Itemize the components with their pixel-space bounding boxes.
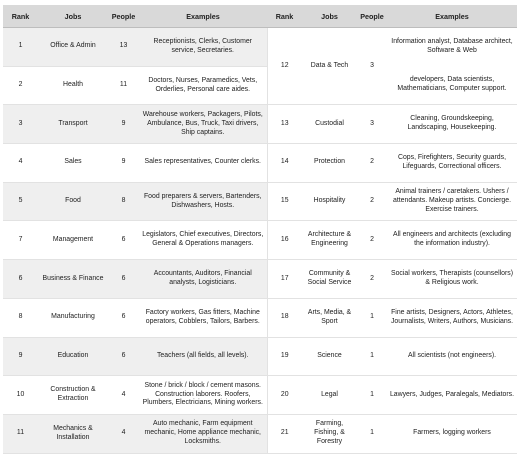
rank-cell: 7 [3, 221, 38, 260]
examples-cell: Receptionists, Clerks, Customer service, Secretaries. [139, 28, 267, 67]
table-row [3, 376, 517, 415]
examples-cell: Auto mechanic, Farm equipment mechanic, Home appliance mechanic, Locksmiths. [139, 414, 267, 453]
examples-cell-right: Cops, Firefighters, Security guards, Lifeguards, Correctional officers. [387, 144, 517, 183]
rank-cell: 11 [3, 414, 38, 453]
jobs-cell-right: Legal [302, 376, 357, 415]
jobs-cell-right: Custodial [302, 105, 357, 144]
jobs-table [3, 5, 517, 454]
rank-cell: 6 [3, 260, 38, 299]
examples-cell-right: Animal trainers / caretakers. Ushers / attendants. Makeup artists. Concierge. Exercise trainers. [387, 182, 517, 221]
jobs-cell: Construction & Extraction [38, 376, 108, 415]
people-cell: 4 [108, 376, 139, 415]
header-row [3, 5, 517, 28]
jobs-cell-right: Architecture & Engineering [302, 221, 357, 260]
jobs-cell: Transport [38, 105, 108, 144]
jobs-cell-right: Farming, Fishing, & Forestry [302, 414, 357, 453]
examples-cell: Stone / brick / block / cement masons. Construction laborers. Roofers, Plumbers, Electricians, Mining workers. [139, 376, 267, 415]
rank-cell: 2 [3, 66, 38, 105]
examples-cell: Warehouse workers, Packagers, Pilots, Ambulance, Bus, Truck, Taxi drivers, Ship captains. [139, 105, 267, 144]
examples-cell-right: Farmers, logging workers [387, 414, 517, 453]
jobs-cell: Business & Finance [38, 260, 108, 299]
jobs-cell-right: Community & Social Service [302, 260, 357, 299]
examples-cell-right: developers, Data scientists, Mathematicians, Computer support. [387, 66, 517, 105]
examples-cell-right: Lawyers, Judges, Paralegals, Mediators. [387, 376, 517, 415]
header-rank-right: Rank [267, 5, 302, 28]
people-cell-right: 2 [357, 260, 387, 299]
rank-cell-right: 13 [267, 105, 302, 144]
rank-cell-right: 15 [267, 182, 302, 221]
examples-cell: Accountants, Auditors, Financial analysts, Logisticians. [139, 260, 267, 299]
header-jobs-right: Jobs [302, 5, 357, 28]
people-cell: 6 [108, 337, 139, 376]
header-examples: Examples [139, 5, 267, 28]
rank-cell-right: 16 [267, 221, 302, 260]
jobs-cell-right: Arts, Media, & Sport [302, 298, 357, 337]
table-row [3, 66, 517, 105]
rank-cell-right: 20 [267, 376, 302, 415]
rank-cell-right: 19 [267, 337, 302, 376]
rank-cell-right: 14 [267, 144, 302, 183]
rank-cell: 5 [3, 182, 38, 221]
table-row [3, 182, 517, 221]
table-row [3, 298, 517, 337]
jobs-cell-right: Hospitality [302, 182, 357, 221]
table-row [3, 28, 517, 67]
examples-cell-right: Information analyst, Database architect, Software & Web [387, 28, 517, 67]
jobs-cell: Education [38, 337, 108, 376]
examples-cell-right: All scientists (not engineers). [387, 337, 517, 376]
rank-cell: 10 [3, 376, 38, 415]
examples-cell-right: Social workers, Therapists (counsellors) & Religious work. [387, 260, 517, 299]
people-cell: 9 [108, 144, 139, 183]
people-cell-right: 3 [357, 105, 387, 144]
table-row [3, 105, 517, 144]
header-jobs: Jobs [38, 5, 108, 28]
rank-cell-right: 21 [267, 414, 302, 453]
table-row [3, 260, 517, 299]
people-cell: 6 [108, 221, 139, 260]
people-cell: 11 [108, 66, 139, 105]
table-row [3, 221, 517, 260]
people-cell: 8 [108, 182, 139, 221]
table-row [3, 414, 517, 453]
jobs-cell-right: Protection [302, 144, 357, 183]
rank-cell: 1 [3, 28, 38, 67]
people-cell-right: 1 [357, 337, 387, 376]
jobs-cell: Mechanics & Installation [38, 414, 108, 453]
examples-cell: Legislators, Chief executives, Directors, General & Operations managers. [139, 221, 267, 260]
header-rank: Rank [3, 5, 38, 28]
rank-cell: 3 [3, 105, 38, 144]
examples-cell: Doctors, Nurses, Paramedics, Vets, Orderlies, Personal care aides. [139, 66, 267, 105]
rank-cell: 8 [3, 298, 38, 337]
examples-cell: Factory workers, Gas fitters, Machine operators, Cobblers, Tailors, Barbers. [139, 298, 267, 337]
people-cell-right: 1 [357, 298, 387, 337]
people-cell: 9 [108, 105, 139, 144]
jobs-cell: Manufacturing [38, 298, 108, 337]
examples-cell: Teachers (all fields, all levels). [139, 337, 267, 376]
header-people-right: People [357, 5, 387, 28]
people-cell-right: 3 [357, 28, 387, 105]
jobs-cell: Food [38, 182, 108, 221]
people-cell: 6 [108, 298, 139, 337]
rank-cell: 4 [3, 144, 38, 183]
people-cell: 4 [108, 414, 139, 453]
jobs-cell: Sales [38, 144, 108, 183]
jobs-cell: Office & Admin [38, 28, 108, 67]
people-cell-right: 2 [357, 221, 387, 260]
examples-cell: Food preparers & servers, Bartenders, Dishwashers, Hosts. [139, 182, 267, 221]
examples-cell: Sales representatives, Counter clerks. [139, 144, 267, 183]
examples-cell-right: Fine artists, Designers, Actors, Athletes, Journalists, Writers, Authors, Musicians. [387, 298, 517, 337]
rank-cell-right: 18 [267, 298, 302, 337]
people-cell-right: 1 [357, 376, 387, 415]
header-examples-right: Examples [387, 5, 517, 28]
people-cell-right: 1 [357, 414, 387, 453]
jobs-cell: Health [38, 66, 108, 105]
rank-cell-right: 17 [267, 260, 302, 299]
rank-cell-right: 12 [267, 28, 302, 105]
table-row [3, 144, 517, 183]
people-cell: 6 [108, 260, 139, 299]
examples-cell-right: All engineers and architects (excluding the information industry). [387, 221, 517, 260]
jobs-cell-right: Data & Tech [302, 28, 357, 105]
rank-cell: 9 [3, 337, 38, 376]
table-row [3, 337, 517, 376]
header-people: People [108, 5, 139, 28]
jobs-cell-right: Science [302, 337, 357, 376]
people-cell-right: 2 [357, 182, 387, 221]
people-cell-right: 2 [357, 144, 387, 183]
examples-cell-right: Cleaning, Groundskeeping, Landscaping, Housekeeping. [387, 105, 517, 144]
people-cell: 13 [108, 28, 139, 67]
jobs-cell: Management [38, 221, 108, 260]
